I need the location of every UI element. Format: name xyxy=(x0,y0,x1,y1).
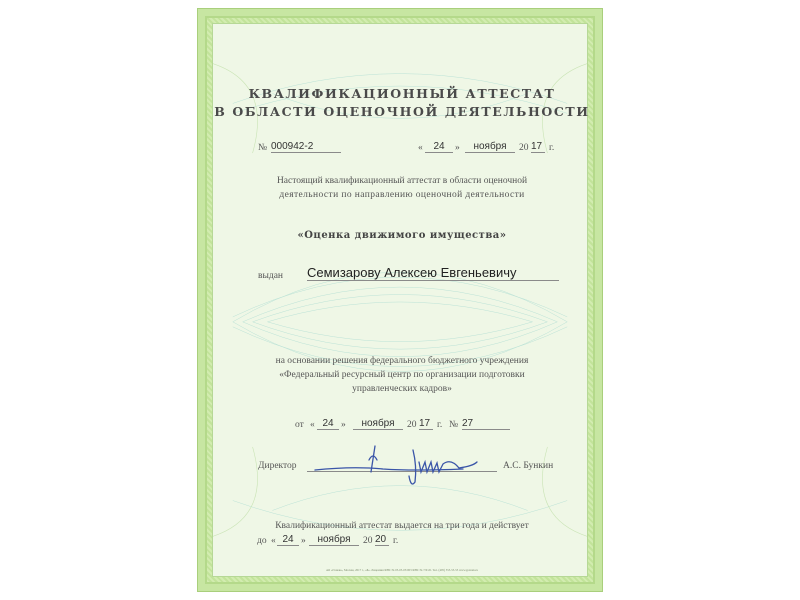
certificate-title-line1: КВАЛИФИКАЦИОННЫЙ АТТЕСТАТ xyxy=(248,86,556,101)
issue-date-month: ноября xyxy=(465,141,515,153)
valid-until-year-mark: г. xyxy=(393,536,399,546)
issued-to-label: выдан xyxy=(258,271,284,281)
decision-year-prefix: 20 xyxy=(407,420,417,430)
valid-until-open-quote: « xyxy=(271,536,276,546)
printer-imprint: АО «Гознак», Москва, 2017 г., «Б». Лицензия ФНС № 05-05-05/003 ФНС № 7/6/45. Тел. (495) 555-55-55 www.goznak.ru xyxy=(326,568,478,572)
decision-from-label: от xyxy=(295,420,304,430)
decision-open-quote: « xyxy=(310,420,315,430)
valid-until-day: 24 xyxy=(277,534,299,546)
intro-text-line2: деятельности по направлению оценочной деятельности xyxy=(279,190,525,200)
director-label: Директор xyxy=(258,461,297,471)
handwritten-signature-icon xyxy=(313,436,493,496)
basis-text-line3: управленческих кадров» xyxy=(352,384,452,394)
issue-date-close-quote: » xyxy=(455,143,460,153)
decision-year-mark: г. xyxy=(437,420,443,430)
certificate-body xyxy=(212,23,588,577)
issue-date-day: 24 xyxy=(425,141,453,153)
issue-date-open-quote: « xyxy=(418,143,423,153)
intro-text-line1: Настоящий квалификационный аттестат в области оценочной xyxy=(276,176,528,186)
issue-date-year-mark: г. xyxy=(549,143,555,153)
certificate-sheet xyxy=(197,8,603,592)
holder-name: Семизарову Алексею Евгеньевичу xyxy=(307,265,559,281)
director-name: А.С. Бункин xyxy=(503,461,554,471)
valid-until-year-suffix: 20 xyxy=(375,534,389,546)
valid-until-label: до xyxy=(257,536,267,546)
issue-date-year-suffix: 17 xyxy=(531,141,545,153)
decision-close-quote: » xyxy=(341,420,346,430)
decision-year-suffix: 17 xyxy=(419,418,433,430)
valid-until-month: ноября xyxy=(309,534,359,546)
valid-until-close-quote: » xyxy=(301,536,306,546)
basis-text-line1: на основании решения федерального бюджетного учреждения xyxy=(275,356,529,366)
certificate-title-line2: В ОБЛАСТИ ОЦЕНОЧНОЙ ДЕЯТЕЛЬНОСТИ xyxy=(214,104,590,119)
issue-date-year-prefix: 20 xyxy=(519,143,529,153)
decision-month: ноября xyxy=(353,418,403,430)
decision-number-label: № xyxy=(449,420,459,430)
number-label: № xyxy=(258,143,268,153)
appraisal-direction: «Оценка движимого имущества» xyxy=(297,230,507,241)
validity-text: Квалификационный аттестат выдается на три года и действует xyxy=(275,521,529,531)
decision-day: 24 xyxy=(317,418,339,430)
certificate-number: 000942-2 xyxy=(271,141,341,153)
basis-text-line2: «Федеральный ресурсный центр по организации подготовки xyxy=(279,370,525,380)
decision-number: 27 xyxy=(462,418,510,430)
valid-until-year-prefix: 20 xyxy=(363,536,373,546)
